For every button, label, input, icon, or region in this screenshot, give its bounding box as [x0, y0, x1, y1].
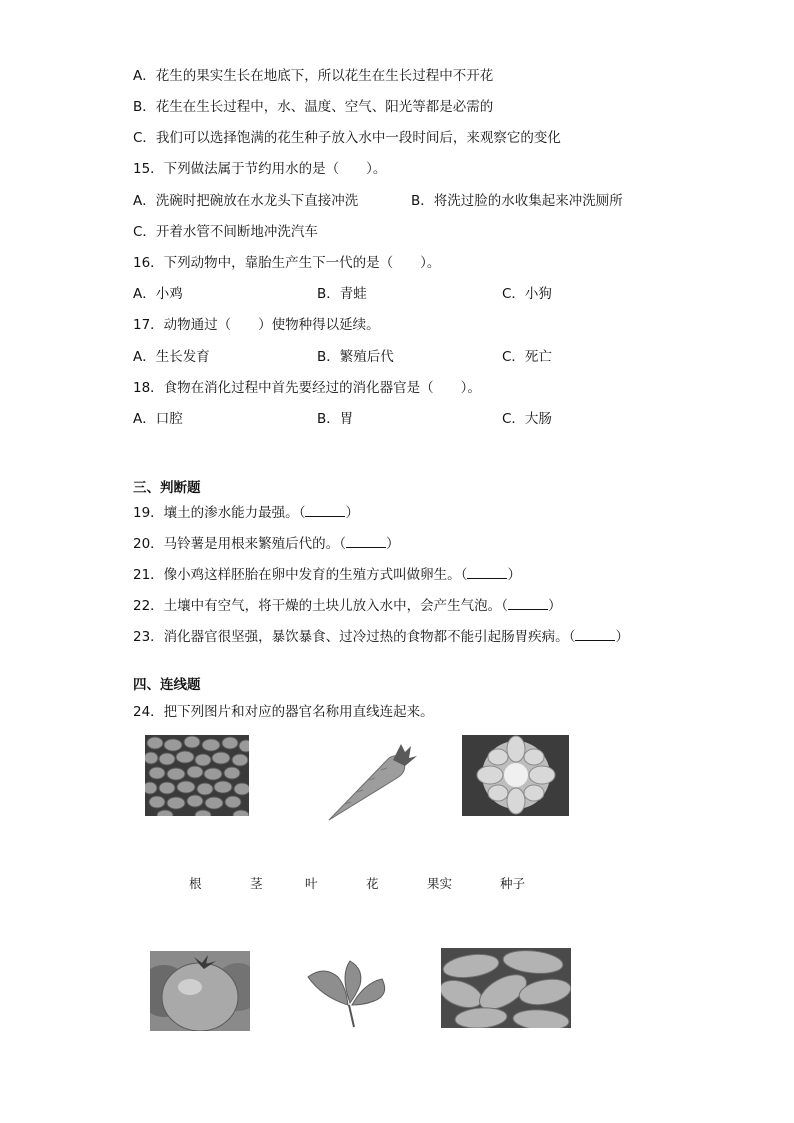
paren-close: ）: [345, 505, 359, 521]
q14-option-b: B．花生在生长过程中，水、温度、空气、阳光等都是必需的: [133, 99, 494, 115]
q17-option-b: B．繁殖后代: [317, 349, 394, 365]
q22-item: [133, 597, 561, 615]
answer-blank[interactable]: [346, 535, 386, 548]
paren-open: （: [568, 629, 576, 645]
ginkgo-leaf-image: [302, 957, 394, 1029]
paren-open: （: [501, 598, 508, 614]
q18-option-c: C．大肠: [502, 411, 552, 427]
paren-open: （: [339, 536, 346, 552]
organ-label-leaf[interactable]: 叶: [305, 876, 318, 891]
q19-item: [133, 504, 359, 522]
q17-stem: 17．动物通过（ ）使物种得以延续。: [133, 317, 380, 333]
organ-label-stem[interactable]: 茎: [250, 876, 263, 891]
q14-option-a: A．花生的果实生长在地底下，所以花生在生长过程中不开花: [133, 68, 494, 84]
q19-text: 19．壤土的渗水能力最强。: [133, 505, 299, 521]
q21-item: [133, 566, 521, 584]
organ-label-root[interactable]: 根: [189, 876, 202, 891]
paren-open: （: [298, 505, 306, 521]
answer-blank[interactable]: [467, 566, 507, 579]
section3-title: 三、判断题: [133, 480, 201, 496]
q24-stem: 24．把下列图片和对应的器官名称用直线连起来。: [133, 704, 434, 720]
q15-stem: 15．下列做法属于节约用水的是（ ）。: [133, 161, 387, 177]
paren-close: ）: [507, 567, 521, 583]
paren-open: （: [460, 567, 468, 583]
answer-blank[interactable]: [575, 628, 615, 641]
tomato-image: [150, 951, 250, 1031]
flower-image: [462, 735, 569, 816]
q17-option-a: A．生长发育: [133, 349, 210, 365]
q18-option-b: B．胃: [317, 411, 354, 427]
q16-option-a: A．小鸡: [133, 286, 183, 302]
q15-option-b: B．将洗过脸的水收集起来冲洗厕所: [411, 193, 623, 209]
lotus-root-image: [441, 948, 571, 1028]
q23-item: [133, 628, 629, 646]
q16-option-b: B．青蛙: [317, 286, 367, 302]
q23-text: 23．消化器官很坚强，暴饮暴食、过冷过热的食物都不能引起肠胃疾病。: [133, 629, 569, 645]
q18-option-a: A．口腔: [133, 411, 183, 427]
answer-blank[interactable]: [305, 504, 345, 517]
q15-option-c: C．开着水管不间断地冲洗汽车: [133, 224, 318, 240]
q18-stem: 18．食物在消化过程中首先要经过的消化器官是（ ）。: [133, 380, 481, 396]
q20-item: [133, 535, 399, 553]
paren-close: ）: [547, 598, 562, 614]
paren-close: ）: [385, 536, 400, 552]
peanuts-image: [145, 735, 249, 816]
carrot-image: [325, 742, 417, 824]
q14-option-c: C．我们可以选择饱满的花生种子放入水中一段时间后，来观察它的变化: [133, 130, 561, 146]
q17-option-c: C．死亡: [502, 349, 552, 365]
section4-title: 四、连线题: [133, 677, 201, 693]
organ-label-fruit[interactable]: 果实: [427, 876, 453, 891]
q21-text: 21．像小鸡这样胚胎在卵中发育的生殖方式叫做卵生。: [133, 567, 461, 583]
paren-close: ）: [615, 629, 629, 645]
q22-text: 22．土壤中有空气，将干燥的土块儿放入水中，会产生气泡。: [133, 598, 502, 614]
answer-blank[interactable]: [508, 597, 548, 610]
organ-label-seed[interactable]: 种子: [500, 876, 526, 891]
q15-option-a: A．洗碗时把碗放在水龙头下直接冲洗: [133, 193, 359, 209]
organ-label-flower[interactable]: 花: [366, 876, 379, 891]
q16-option-c: C．小狗: [502, 286, 552, 302]
q20-text: 20．马铃薯是用根来繁殖后代的。: [133, 536, 340, 552]
q16-stem: 16．下列动物中，靠胎生产生下一代的是（ ）。: [133, 255, 441, 271]
